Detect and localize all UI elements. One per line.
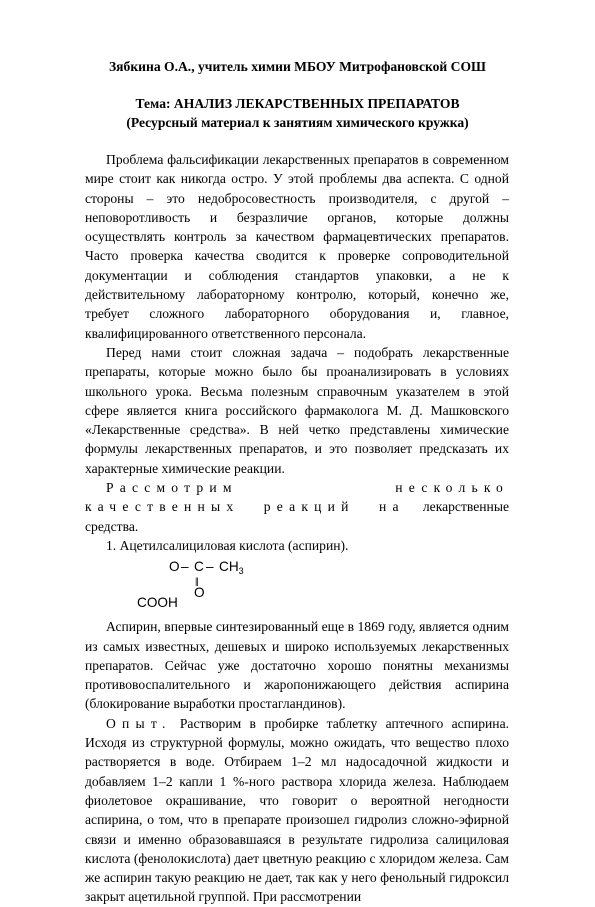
formula-oxygen-link: O — [169, 559, 180, 575]
formula-carboxyl-group: COOH — [137, 595, 178, 611]
paragraph-experiment — [85, 714, 509, 907]
paragraph-reactions — [85, 478, 509, 536]
aspirin-structural-formula — [85, 557, 509, 613]
paragraph-experiment-rest: Растворим в пробирке таблетку аптечного аспирина. Исходя из структурной формулы, можно ожидать, что вещество плохо растворяется в воде. Отбираем 1–2 мл надосадочной жидкости и добавляем 1–2 капли 1 %-ного раствора хлорида железа. Наблюдаем фиолетовое окрашивание, что говорит о вероятной негодности аспирина, о том, что в препарате произошел гидролиз сложно-эфирной связи и именно образовавшаяся в результате гидролиза салициловая кислота (фенолокислота) дает цветную реакцию с хлоридом железа. Сам же аспирин такую реакцию не дает, так как у него фенольный гидроксил закрыт ацетильной группой. При рассмотрении — [85, 715, 510, 905]
topic-heading — [0, 94, 595, 132]
topic-subtitle: (Ресурсный материал к занятиям химического кружка) — [126, 115, 469, 130]
author-line: Зябкина О.А., учитель химии МБОУ Митрофановской СОШ — [109, 59, 486, 74]
formula-carbonyl-oxygen: O — [194, 585, 205, 601]
formula-bond-1: – — [181, 559, 189, 575]
formula-carbon-atom: C — [194, 559, 204, 575]
paragraph-reactions-rest: лекарственные средства. — [85, 499, 509, 534]
paragraph-intro: Проблема фальсификации лекарственных препаратов в современном мире стоит как никогда остро. У этой проблемы два аспекта. С одной стороны – это недобросовестность производителя, с другой – неповоротливость и безразличие органов, которые должны осуществлять контроль за качеством фармацевтических препаратов. Часто проверка качества сводится к проверке сопроводительной документации и соблюдения стандартов упаковки, а не к действительному лабораторному контролю, который, конечно же, требует сложного лабораторного оборудования и, главное, квалифицированного ответственного персонала. — [85, 152, 509, 341]
paragraph-task: Перед нами стоит сложная задача – подобрать лекарственные препараты, которые можно было бы проанализировать в условиях школьного урока. Весьма полезным справочным указателем в этой сфере является книга российского фармаколога М. Д. Машковского «Лекарственные средства». В ней четко представлены химические формулы лекарственных препаратов, и это позволяет предсказать их характерные химические реакции. — [85, 344, 509, 476]
paragraph-aspirin: Аспирин, впервые синтезированный еще в 1869 году, является одним из самых известных, дешевых и широко используемых лекарственных препаратов. Сейчас уже достаточно хорошо понятны механизмы противовоспалительного и жаропонижающего действия аспирина (блокирование выработки простагландинов). — [85, 619, 509, 712]
formula-double-bond: || — [195, 576, 198, 587]
spaced-lead: Рассмотрим несколько качественных реакций на — [85, 480, 509, 515]
document-body — [85, 150, 509, 907]
experiment-label: Опыт. — [106, 715, 172, 731]
item-aspirin-heading: 1. Ацетилсалициловая кислота (аспирин). — [106, 537, 349, 553]
topic-title: Тема: АНАЛИЗ ЛЕКАРСТВЕННЫХ ПРЕПАРАТОВ — [135, 96, 460, 111]
formula-bond-2: – — [206, 559, 214, 575]
formula-ch-subscript: 3 — [238, 566, 244, 577]
formula-methyl-group — [219, 560, 244, 578]
formula-ch: CH — [219, 559, 239, 575]
